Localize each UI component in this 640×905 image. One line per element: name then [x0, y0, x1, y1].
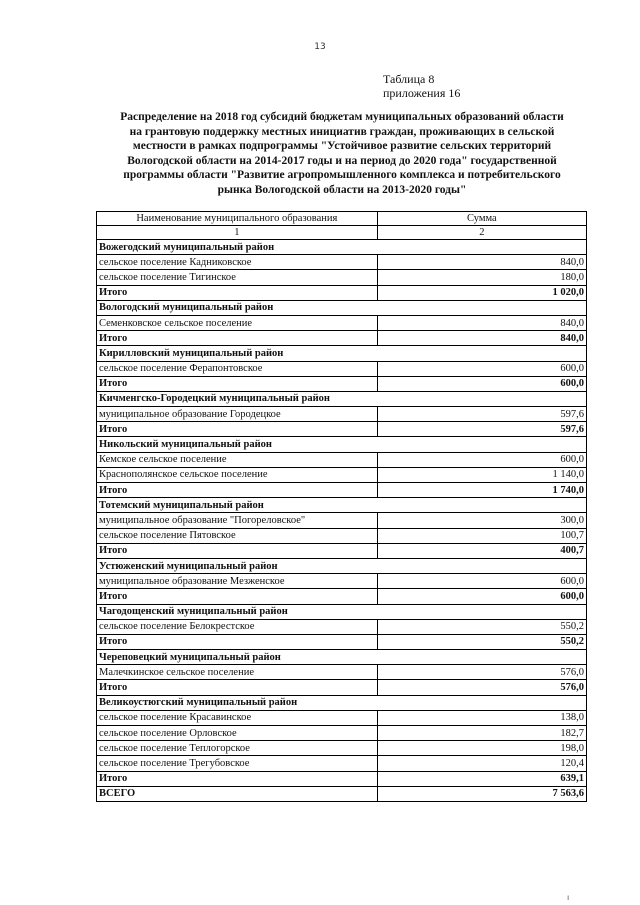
subtotal-row — [97, 680, 587, 695]
amount-cell: 100,7 — [377, 528, 586, 543]
header-name: Наименование муниципального образования — [97, 212, 378, 226]
table-row — [97, 756, 587, 771]
total-label: Итого — [97, 483, 378, 498]
municipality-name: сельское поселение Тигинское — [97, 270, 378, 285]
district-row — [97, 240, 587, 255]
total-amount: 597,6 — [377, 422, 586, 437]
municipality-name: Кемское сельское поселение — [97, 452, 378, 467]
municipality-name: сельское поселение Белокрестское — [97, 619, 378, 634]
amount-cell: 198,0 — [377, 741, 586, 756]
table-row — [97, 270, 587, 285]
table-header-row — [97, 212, 587, 226]
amount-cell: 300,0 — [377, 513, 586, 528]
amount-cell: 840,0 — [377, 255, 586, 270]
table-row — [97, 619, 587, 634]
total-amount: 400,7 — [377, 543, 586, 558]
municipality-name: Семенковское сельское поселение — [97, 315, 378, 330]
table-row — [97, 361, 587, 376]
district-row — [97, 695, 587, 710]
table-row — [97, 452, 587, 467]
total-amount: 840,0 — [377, 331, 586, 346]
column-number-1: 1 — [97, 226, 378, 240]
header-sum: Сумма — [377, 212, 586, 226]
table-row — [97, 665, 587, 680]
district-row — [97, 650, 587, 665]
municipality-name: сельское поселение Трегубовское — [97, 756, 378, 771]
table-row — [97, 528, 587, 543]
table-row — [97, 741, 587, 756]
total-amount: 1 020,0 — [377, 285, 586, 300]
amount-cell: 600,0 — [377, 452, 586, 467]
district-name: Чагодощенский муниципальный район — [97, 604, 587, 619]
amount-cell: 1 140,0 — [377, 467, 586, 482]
caption-appendix: приложения 16 — [383, 86, 461, 100]
title-line: программы области "Развитие агропромышленного комплекса и потребительского — [123, 169, 561, 182]
subtotal-row — [97, 331, 587, 346]
page-number: 13 — [314, 42, 326, 52]
district-name: Тотемский муниципальный район — [97, 498, 587, 513]
subsidy-distribution-table — [96, 211, 587, 802]
district-row — [97, 558, 587, 573]
caption-table-number: Таблица 8 — [383, 72, 435, 86]
total-amount: 550,2 — [377, 634, 586, 649]
amount-cell: 138,0 — [377, 710, 586, 725]
district-name: Кирилловский муниципальный район — [97, 346, 587, 361]
column-number-2: 2 — [377, 226, 586, 240]
municipality-name: муниципальное образование Мезженское — [97, 574, 378, 589]
total-label: Итого — [97, 376, 378, 391]
total-label: Итого — [97, 589, 378, 604]
title-line: Распределение на 2018 год субсидий бюджетам муниципальных образований области — [120, 111, 564, 123]
district-name: Кичменгско-Городецкий муниципальный район — [97, 391, 587, 406]
subtotal-row — [97, 483, 587, 498]
district-row — [97, 391, 587, 406]
district-row — [97, 604, 587, 619]
total-label: Итого — [97, 331, 378, 346]
amount-cell: 600,0 — [377, 361, 586, 376]
district-name: Вологодский муниципальный район — [97, 300, 587, 315]
subtotal-row — [97, 422, 587, 437]
subtotal-row — [97, 634, 587, 649]
table-row — [97, 467, 587, 482]
subtotal-row — [97, 543, 587, 558]
municipality-name: сельское поселение Орловское — [97, 726, 378, 741]
table-caption — [383, 72, 460, 100]
district-name: Череповецкий муниципальный район — [97, 650, 587, 665]
amount-cell: 180,0 — [377, 270, 586, 285]
subtotal-row — [97, 589, 587, 604]
municipality-name: сельское поселение Красавинское — [97, 710, 378, 725]
amount-cell: 840,0 — [377, 315, 586, 330]
table-row — [97, 710, 587, 725]
table-row — [97, 315, 587, 330]
amount-cell: 576,0 — [377, 665, 586, 680]
grand-total-row — [97, 786, 587, 801]
total-label: Итого — [97, 771, 378, 786]
title-line: на грантовую поддержку местных инициатив граждан, проживающих в сельской — [129, 125, 555, 138]
total-label: ВСЕГО — [97, 786, 378, 801]
municipality-name: муниципальное образование Городецкое — [97, 407, 378, 422]
title-line: рынка Вологодской области на 2013-2020 годы" — [217, 183, 467, 196]
total-label: Итого — [97, 634, 378, 649]
amount-cell: 120,4 — [377, 756, 586, 771]
total-amount: 600,0 — [377, 376, 586, 391]
district-name: Великоустюгский муниципальный район — [97, 695, 587, 710]
district-name: Никольский муниципальный район — [97, 437, 587, 452]
table-row — [97, 726, 587, 741]
amount-cell: 600,0 — [377, 574, 586, 589]
district-row — [97, 437, 587, 452]
title-line: Вологодской области на 2014-2017 годы и на период до 2020 года" государственной — [127, 154, 557, 167]
district-name: Устюженский муниципальный район — [97, 558, 587, 573]
subtotal-row — [97, 285, 587, 300]
title-line: местности в рамках подпрограммы "Устойчивое развитие сельских территорий — [132, 140, 552, 153]
total-amount: 1 740,0 — [377, 483, 586, 498]
corner-mark: ı — [567, 893, 570, 902]
table-row — [97, 513, 587, 528]
table-body — [97, 240, 587, 802]
subtotal-row — [97, 376, 587, 391]
table-row — [97, 407, 587, 422]
district-row — [97, 346, 587, 361]
total-label: Итого — [97, 285, 378, 300]
document-title — [96, 110, 588, 198]
total-label: Итого — [97, 680, 378, 695]
municipality-name: муниципальное образование "Погореловское" — [97, 513, 378, 528]
amount-cell: 597,6 — [377, 407, 586, 422]
total-amount: 7 563,6 — [377, 786, 586, 801]
municipality-name: Малечкинское сельское поселение — [97, 665, 378, 680]
table-row — [97, 255, 587, 270]
municipality-name: Краснополянское сельское поселение — [97, 467, 378, 482]
total-label: Итого — [97, 422, 378, 437]
amount-cell: 182,7 — [377, 726, 586, 741]
total-amount: 600,0 — [377, 589, 586, 604]
total-amount: 639,1 — [377, 771, 586, 786]
municipality-name: сельское поселение Ферапонтовское — [97, 361, 378, 376]
municipality-name: сельское поселение Кадниковское — [97, 255, 378, 270]
district-row — [97, 300, 587, 315]
table-row — [97, 574, 587, 589]
district-name: Вожегодский муниципальный район — [97, 240, 587, 255]
amount-cell: 550,2 — [377, 619, 586, 634]
total-label: Итого — [97, 543, 378, 558]
municipality-name: сельское поселение Теплогорское — [97, 741, 378, 756]
subtotal-row — [97, 771, 587, 786]
total-amount: 576,0 — [377, 680, 586, 695]
district-row — [97, 498, 587, 513]
municipality-name: сельское поселение Пятовское — [97, 528, 378, 543]
column-number-row — [97, 226, 587, 240]
